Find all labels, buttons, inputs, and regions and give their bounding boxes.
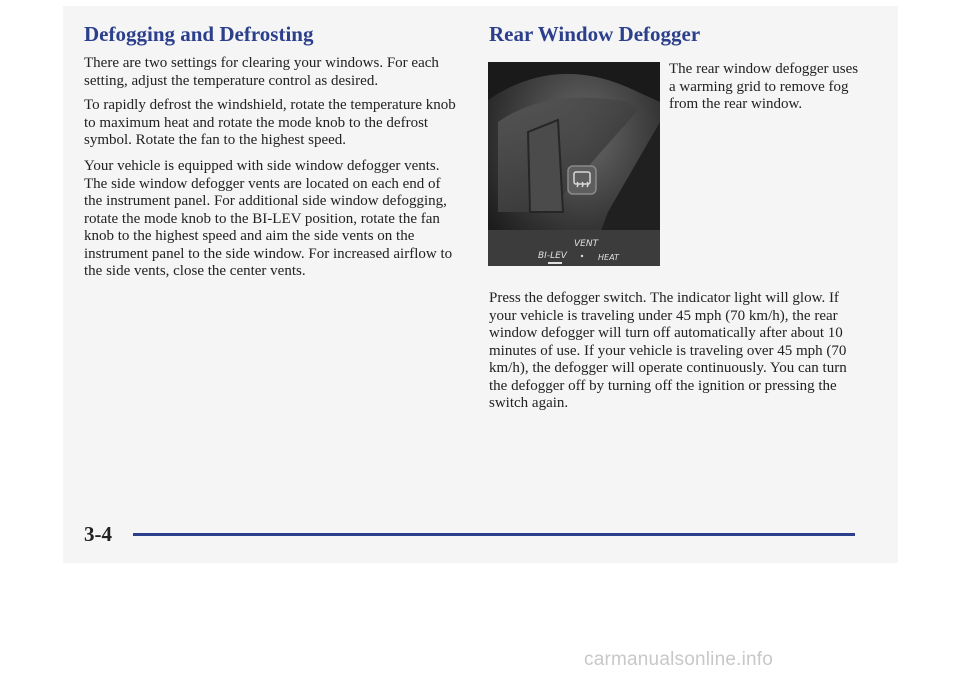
defogger-switch-photo (488, 62, 660, 266)
vent-label: VENT (574, 239, 599, 249)
defogging-paragraph-2: To rapidly defrost the windshield, rotate the temperature knob to maximum heat and rotate the mode knob to the defrost symbol. Rotate the fan to the highest speed. (84, 97, 456, 148)
footer-rule (133, 533, 855, 536)
defogging-heading: Defogging and Defrosting (84, 22, 314, 46)
watermark: carmanualsonline.info (584, 649, 774, 670)
defogging-paragraph-3: Your vehicle is equipped with side window defogger vents. The side window defogger vents are located on each end of the instrument panel. For additional side window defogging, rotate the mode knob to the BI-LEV position, rotate the fan knob to the highest speed and aim the side vents on the instrument panel to the side window. For increased airflow to the side vents, close the center vents. (84, 158, 453, 279)
page-number: 3-4 (84, 522, 112, 546)
rear-defogger-caption: The rear window defogger uses a warming grid to remove fog from the rear window. (669, 61, 859, 112)
bilev-label: BI-LEV (538, 251, 567, 261)
rear-defogger-paragraph: Press the defogger switch. The indicator light will glow. If your vehicle is traveling under 45 mph (70 km/h), the rear window defogger will turn off automatically after about 10 minutes of use. If your vehicle is traveling over 45 mph (70 km/h), the defogger will operate continuously. You can turn the defogger off by turning off the ignition or pressing the switch again. (489, 290, 847, 411)
defogger-photo-illustration (488, 62, 660, 266)
rear-defogger-heading: Rear Window Defogger (489, 22, 701, 46)
heat-label: HEAT (598, 253, 619, 262)
defogging-paragraph-1: There are two settings for clearing your windows. For each setting, adjust the temperature control as desired. (84, 55, 439, 89)
